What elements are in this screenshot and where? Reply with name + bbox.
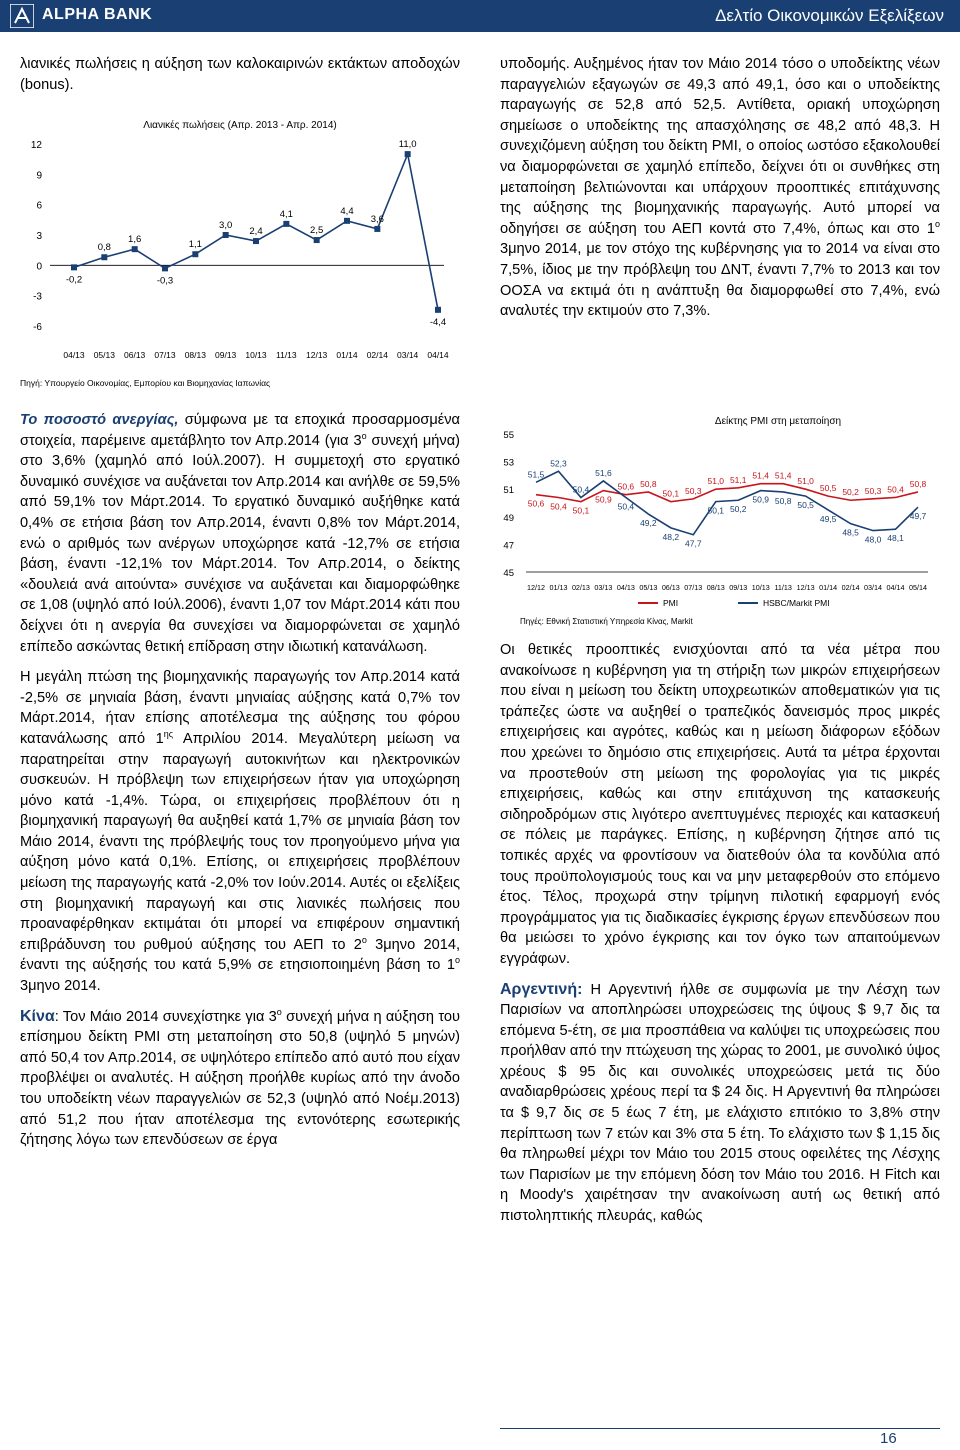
chart2-xtick: 04/13: [616, 583, 635, 592]
page-header: [0, 0, 960, 32]
chart2-xtick: 04/14: [886, 583, 905, 592]
industry-text-d: 3μηνο 2014.: [20, 978, 101, 995]
chart1-data-label: 4,1: [279, 208, 293, 220]
brand-name: ALPHA BANK: [42, 6, 153, 23]
china-continued-paragraph: [500, 54, 940, 322]
chart1-xtick: 04/14: [427, 350, 449, 360]
chart2-ytick: 51: [503, 485, 514, 497]
chart1-point: [192, 251, 198, 257]
chart1-title: Λιανικές πωλήσεις (Απρ. 2013 - Απρ. 2014): [143, 120, 337, 131]
chart2-legend-label: HSBC/Markit PMI: [763, 598, 830, 608]
unemployment-text-b: συνεχή μήνα) στο 3,6% (χαμηλό από Ιούλ.2007). Η συμμετοχή στο εργατικό δυναμικό συνέχισε να αυξάνεται τον Απρ.2014 και ανήλθε σε 59,5% από 59,1% τον Μάρτ.2014. Το εργατικό δυναμικό αυξήθηκε κατά 0,4% σε ετήσια βάση τον Απρ.2014, έναντι 0,8% τον Μάρτ.2014, ενώ ο αριθμός των ανέργων υποχώρησε κατά -12,7% σε ετήσια βάση, έναντι -12,1% τον Μάρτ.2014. Τον Απρ.2014, ο δείκτης «δουλειά ανά αιτούντα» συνέχισε να αυξάνεται και διαμορφώθηκε σε 1,08 (υψηλό από Ιούλ.2006), έναντι 1,07 τον Μάρτ.2014 κάτι που δείχνει ότι η ανεργία θα συνεχίσει να διαμορφώνεται σε χαμηλό επίπεδο ασκώντας θετική επίδραση στην ιδιωτική κατανάλωση.: [20, 432, 461, 655]
chart2-xtick: 01/14: [819, 583, 838, 592]
chart2-xtick: 01/13: [549, 583, 568, 592]
chart2-data-label: 49,5: [819, 513, 837, 524]
chart2-data-label: 50,3: [685, 485, 702, 496]
chart1-xtick: 08/13: [184, 350, 206, 360]
chart2-data-label: 51,4: [774, 470, 792, 481]
chart2-data-label: 48,0: [864, 534, 882, 545]
chart1-ytick: 6: [36, 200, 42, 212]
chart2-xtick: 10/13: [751, 583, 770, 592]
chart2-xtick: 05/14: [909, 583, 927, 592]
chart2-data-label: 51,6: [595, 467, 612, 478]
chart1-point: [435, 307, 441, 313]
measures-paragraph: Οι θετικές προοπτικές ενισχύονται από τα νέα μέτρα που ανακοίνωσε η κυβέρνηση για τη στήριξη των μικρών επιχειρήσεων που είναι η μείωση του δείκτη υποχρεωτικών αποθεματικών για τις τράπεζες ώστε να αυξηθεί ο τραπεζικός δανεισμός προς μικρές επιχειρήσεις και αγρότες, καθώς και η μείωση διάφορων εξόδων που χρεώνει το δημόσιο στις επιχειρήσεις. Αυτά τα μέτρα έρχονται να προστεθούν στη μείωση της φορολογίας για τις μικρές επιχειρήσεις, καθώς και στην επιτάχυνση της κατασκευής σιδηροδρόμων στις λιγότερο ανεπτυγμένες περιοχές και κατασκευή σε πόλεις με παράγκες. Επίσης, η κυβέρνηση ζήτησε από τις τοπικές αρχές να φροντίσουν να διατεθούν όλα τα κονδύλια από τους προϋπολογισμούς τους και να μην μεταφερθούν στο επόμενο έτος. Τέλος, προχωρά στην τρίμηνη πιλοτική εφαρμογή ενός προγράμματος για τις διαδικασίες έγκρισης έργων επενδύσεων που θα μειώσει το χρόνο έγκρισης και τον όγκο των απαιτούμενων εγγράφων.: [500, 642, 940, 967]
chart2-data-label: 50,4: [572, 484, 590, 495]
chart1-point: [344, 218, 350, 224]
chart1-point: [132, 246, 138, 252]
chart1-data-label: 2,5: [310, 225, 324, 237]
chart2-data-label: 52,3: [550, 458, 567, 469]
chart1-data-label: 4,4: [340, 205, 354, 217]
chart1-point: [253, 238, 259, 244]
chart2-xtick: 05/13: [639, 583, 658, 592]
pmi-chart: [498, 412, 942, 630]
chart1-xtick: 12/13: [306, 350, 328, 360]
chart2-data-label: 50,6: [527, 498, 545, 509]
chart1-data-label: 3,6: [370, 213, 384, 225]
chart2-data-label: 51,5: [527, 469, 545, 480]
right-body: [500, 640, 940, 1237]
chart2-data-label: 51,0: [797, 476, 814, 487]
sup-4: ο: [454, 955, 460, 966]
industry-text-a: Η μεγάλη πτώση της βιομηχανικής παραγωγής τον Απρ.2014 κατά -2,5% σε μηνιαία βάση, έναντι μηνιαίας αύξησης κατά 0,7% τον Μάρτ.2014, ήταν επίσης αποτέλεσμα της αύξησης του φόρου κατανάλωσης από 1: [20, 669, 460, 747]
chart2-data-label: 50,1: [707, 505, 725, 516]
argentina-text: Η Αργεντινή ήλθε σε συμφωνία με την Λέσχη των Παρισίων να αποπληρώσει υποχρεώσεις της ύψους $ 9,7 δις τα επόμενα 5-έτη, σε μια προσπάθεια να καλύψει τις υποχρεώσεις που προήλθαν από την πτώχευση της χώρας το 2001, με συνολικό ύψος χρέους $ 95 δις και συνολικές υποχρεώσεις μετά τις δύο αναδιαρθρώσεις χρέους περί τα $ 24 δις. Η Αργεντινή θα πληρώσει τα $ 9,7 δις σε 5 έως 7 έτη, με ελάχιστο επιτόκιο το 3,8% στην περίπτωση των 7 ετών και 3% στα 5 έτη. Το ελάχιστο των $ 1,15 δις θα πληρωθεί μέχρι τον Μάιο του 2015 στους οφειλέτες της Λέσχης των Παρισίων με την επόμενη δόση τον Μάιο του 2016. Η Fitch και η Moody's χαιρέτησαν την ανακοίνωση αυτή ως θετική από πιστοληπτικής πλευράς, καθώς: [500, 981, 940, 1225]
chart1-xtick: 05/13: [93, 350, 115, 360]
chart2-xtick: 06/13: [661, 583, 680, 592]
chart2-xtick: 12/12: [527, 583, 545, 592]
sup-1: ο: [361, 430, 367, 441]
chart1-point: [405, 151, 411, 157]
unemployment-paragraph: [20, 410, 460, 657]
chart1-data-label: -0,3: [156, 275, 174, 287]
chart1-xtick: 09/13: [215, 350, 237, 360]
chart2-xtick: 02/13: [571, 583, 590, 592]
chart2-ytick: 55: [503, 430, 514, 441]
chart1-point: [314, 237, 320, 243]
chart1-point: [71, 264, 77, 270]
chart2-xtick: 03/13: [594, 583, 613, 592]
sup-3: ο: [361, 934, 367, 945]
chart2-ytick: 53: [503, 457, 514, 469]
industrial-production-paragraph: [20, 667, 460, 997]
chart2-data-label: 50,3: [864, 485, 882, 496]
chart1-point: [374, 226, 380, 232]
retail-sales-chart: [18, 114, 462, 392]
right-top: [500, 54, 940, 332]
unemployment-heading: Το ποσοστό ανεργίας,: [20, 412, 179, 428]
chart1-data-label: 0,8: [97, 242, 111, 254]
unemployment-text-a: σύμφωνα με τα εποχικά προσαρμοσμένα στοιχεία, παρέμεινε αμετάβλητο τον Απρ.2014 (για 3: [20, 412, 460, 449]
chart2-data-label: 48,2: [662, 531, 680, 542]
argentina-heading: Αργεντινή:: [500, 980, 583, 998]
chart1-data-label: 3,0: [219, 220, 233, 231]
chart1-ytick: -6: [33, 322, 42, 333]
chart2-xtick: 08/13: [706, 583, 725, 592]
chart1-ytick: 12: [30, 140, 42, 151]
chart2-ytick: 47: [503, 540, 514, 552]
bulletin-title: Δελτίο Οικονομικών Εξελίξεων: [715, 6, 944, 25]
chart2-data-label: 51,1: [729, 474, 747, 485]
sup-5: ο: [276, 1006, 282, 1017]
chart2-data-label: 50,1: [662, 488, 680, 499]
chart2-data-label: 48,5: [842, 527, 859, 538]
chart1-ytick: 9: [36, 170, 42, 182]
chart2-xtick: 11/13: [774, 583, 792, 592]
china-cont-text-b: 3μηνο 2014, με τον στόχο της κυβέρνησης για το 2014 να είναι στο 7,5%, ίδιος με την πρόβλεψη του ΔΝΤ, έναντι 7,7% το 2013 και τον ΟΟΣΑ να εκτιμά ότι η ανάπτυξη θα διαμορφωθεί στο 7,4%, ενώ αναλυτές την εκτιμούν στο 7,3%.: [500, 241, 940, 320]
chart2-data-label: 50,5: [819, 483, 837, 494]
pmi-chart-svg: [498, 412, 942, 630]
chart2-xtick: 03/14: [864, 583, 883, 592]
chart1-xtick: 11/13: [276, 350, 297, 360]
sup-2: ης: [163, 729, 174, 740]
chart1-xtick: 04/13: [63, 350, 85, 360]
chart1-point: [283, 221, 289, 227]
chart2-data-label: 50,8: [909, 478, 927, 489]
chart1-data-label: 1,1: [188, 239, 202, 251]
alpha-bank-logo-icon: [10, 4, 34, 28]
china-cont-text-a: υποδομής. Αυξημένος ήταν τον Μάιο 2014 τόσο ο υποδείκτης νέων παραγγελιών εξαγωγών σε 49,3 από 49,1, όσο και ο υποδείκτης παραγωγής σε 52,8 από 52,5. Αντίθετα, οριακή υποχώρηση σημείωσε ο υποδείκτης της απασχόλησης σε 48,2 από 48,3. Η συνεχιζόμενη αύξηση του δείκτη PMI, ο οποίος ωστόσο εξακολουθεί να διαμορφώνεται σε χαμηλό επίπεδο, δείχνει ότι οι συνθήκες στη μεταποίηση βελτιώνονται και υπάρχουν προοπτικές επιτάχυνσης της αύξησης της βιομηχανικής παραγωγής. Αυτό μπορεί να οδηγήσει σε αύξηση του ΑΕΠ κοντά στο 7,4%, όπως και στο 1: [500, 56, 940, 237]
chart1-point: [162, 265, 168, 271]
chart1-source: Πηγή: Υπουργείο Οικονομίας, Εμπορίου και Βιομηχανίας Ιαπωνίας: [20, 378, 271, 388]
chart1-xtick: 03/14: [397, 350, 419, 360]
china-text-b: συνεχή μήνα η αύξηση του επίσημου δείκτη PMI στη μεταποίηση στο 50,8 (υψηλό 5 μηνών) από 50,4 τον Απρ.2014, σε υψηλότερο επίπεδο από αυτό που είχαν προβλέψει οι αναλυτές. Η αύξηση προήλθε κυρίως από την άνοδο του υποδείκτη νέων παραγγελιών σε 52,3 (υψηλό από Νοέμ.2013) από 51,2 που ήταν αποτέλεσμα της εντονότερης εσωτερικής ζήτησης λόγω των επενδύσεων σε έργα: [20, 1008, 460, 1149]
chart2-data-label: 50,4: [887, 484, 904, 495]
argentina-paragraph: [500, 980, 940, 1227]
chart2-data-label: 51,4: [752, 470, 769, 481]
chart1-xtick: 10/13: [245, 350, 267, 360]
chart1-xtick: 06/13: [124, 350, 146, 360]
footer-divider: [500, 1428, 940, 1429]
chart2-data-label: 47,7: [685, 538, 702, 549]
left-body: [20, 410, 460, 1161]
chart1-xtick: 07/13: [154, 350, 176, 360]
chart1-ytick: 0: [36, 261, 42, 273]
china-text-a: : Τον Μάιο 2014 συνεχίστηκε για 3: [54, 1008, 277, 1025]
chart1-ytick: -3: [33, 291, 42, 303]
page-number: 16: [880, 1430, 897, 1447]
chart2-xtick: 09/13: [729, 583, 748, 592]
china-heading: Κίνα: [20, 1007, 55, 1025]
chart1-xtick: 01/14: [336, 350, 358, 360]
chart2-data-label: 50,1: [572, 505, 590, 516]
chart2-source: Πηγές: Εθνική Στατιστική Υπηρεσία Κίνας, Markit: [520, 617, 693, 626]
chart2-data-label: 50,2: [729, 504, 747, 515]
chart2-data-label: 50,8: [774, 495, 792, 506]
chart1-data-label: -0,2: [65, 274, 83, 286]
chart1-data-label: 2,4: [249, 226, 263, 238]
industry-text-c: 3μηνο 2014, έναντι της αύξησής του κατά 5,9% σε ετησιοποιημένη βάση το 1: [20, 936, 461, 974]
chart2-data-label: 51,0: [707, 476, 725, 487]
chart2-data-label: 50,6: [617, 481, 635, 492]
chart2-data-label: 48,1: [887, 533, 904, 544]
sup-6: ο: [934, 218, 940, 229]
chart2-ytick: 49: [503, 512, 514, 524]
chart2-data-label: 50,9: [595, 494, 612, 505]
chart2-legend-label: PMI: [663, 598, 679, 608]
industry-text-b: Απριλίου 2014. Μεγαλύτερη μείωση να παρατηρείται στην παραγωγή αυτοκινήτων και ηλεκτρονικών συσκευών. Η πρόβλεψη των επιχειρήσεων ήταν για υποχώρηση μόνο κατά -1,4%. Τώρα, οι επιχειρήσεις προβλέπουν ότι η βιομηχανική παραγωγή θα αυξηθεί κατά 1,7% σε μηνιαία βάση τον Μάιο 2014, έναντι της πρόβλεψής τους τον προηγούμενο μήνα για αύξηση μόνο κατά 0,1%. Επίσης, οι επιχειρήσεις προβλέπουν μείωση της παραγωγής κατά -2,0% τον Ιούν.2014. Αυτές οι εξελίξεις στη βιομηχανική παραγωγή και στις λιανικές πωλήσεις που προαναφέρθηκαν εκτιμάται ότι μπορεί να επιφέρουν σημαντική επιβράδυνση του ρυθμού αύξησης του ΑΕΠ το 2: [20, 730, 460, 953]
intro-paragraph: λιανικές πωλήσεις η αύξηση των καλοκαιρινών εκτάκτων αποδοχών (bonus).: [20, 56, 460, 93]
chart2-data-label: 50,4: [550, 501, 567, 512]
chart1-point: [223, 232, 229, 238]
chart2-xtick: 12/13: [796, 583, 815, 592]
chart2-title: Δείκτης PMI στη μεταποίηση: [714, 416, 842, 427]
chart1-xtick: 02/14: [366, 350, 388, 360]
chart2-xtick: 02/14: [841, 583, 860, 592]
chart1-data-label: -4,4: [429, 316, 447, 328]
chart1-point: [101, 254, 107, 260]
chart2-data-label: 50,5: [797, 500, 814, 511]
chart2-data-label: 50,2: [842, 487, 859, 498]
chart2-data-label: 49,7: [909, 511, 927, 522]
china-paragraph: [20, 1007, 460, 1151]
retail-sales-chart-svg: [18, 114, 462, 392]
chart1-data-label: 11,0: [398, 139, 417, 151]
chart2-series-line: [536, 471, 918, 534]
chart1-data-label: 1,6: [128, 234, 142, 246]
chart1-ytick: 3: [36, 231, 42, 242]
chart2-data-label: 49,2: [640, 518, 657, 529]
left-intro: [20, 54, 460, 105]
chart2-data-label: 50,4: [617, 501, 635, 512]
chart2-data-label: 50,9: [752, 494, 769, 505]
chart2-xtick: 07/13: [684, 583, 703, 592]
chart2-data-label: 50,8: [640, 478, 657, 489]
chart2-ytick: 45: [503, 568, 514, 579]
